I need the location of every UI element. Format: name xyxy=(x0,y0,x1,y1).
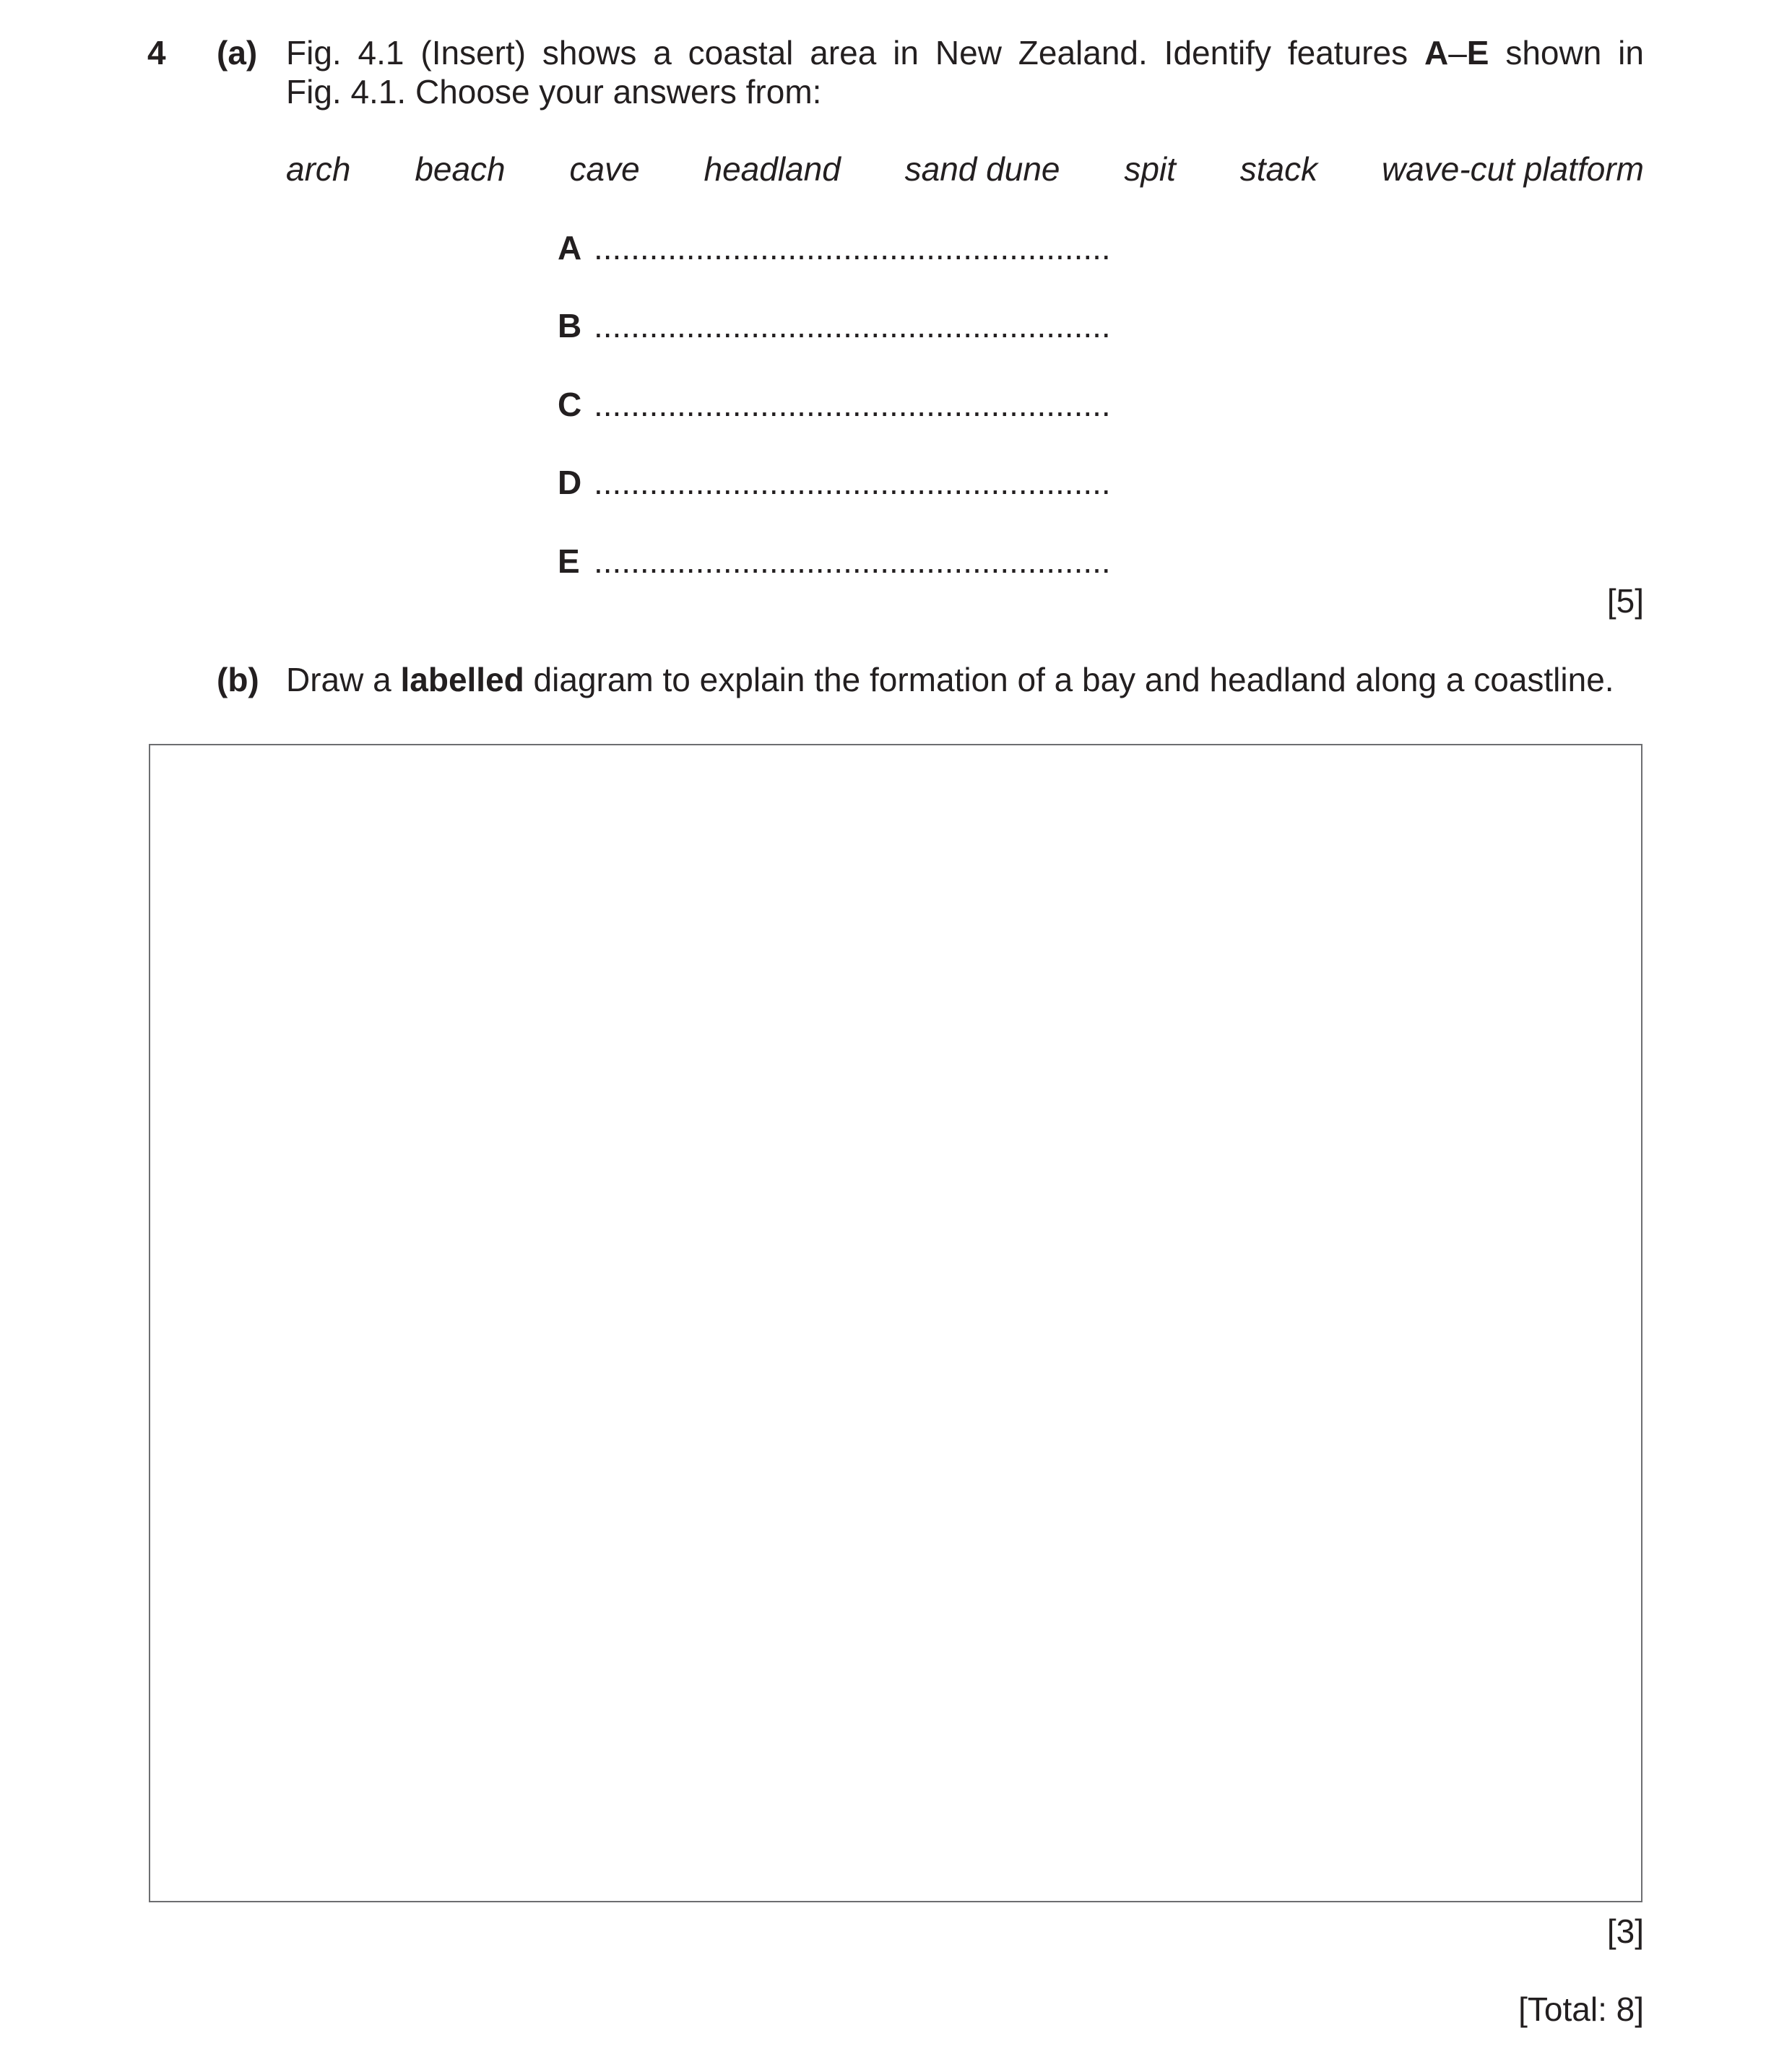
answer-letter: C xyxy=(558,386,582,423)
range-end: E xyxy=(1466,34,1489,72)
answer-letter: E xyxy=(558,542,580,580)
answer-line-d[interactable] xyxy=(558,463,1111,502)
question-number: 4 xyxy=(147,34,166,72)
part-a-label: (a) xyxy=(217,34,258,72)
part-b-emphasis: labelled xyxy=(400,661,524,698)
option-word: arch xyxy=(286,150,351,188)
answer-line-b[interactable] xyxy=(558,306,1111,345)
answer-dotted-line[interactable]: ........................................................ xyxy=(594,542,1111,580)
range-start: A xyxy=(1424,34,1449,72)
part-b-text-start: Draw a xyxy=(286,661,401,698)
part-a-line-1 xyxy=(286,33,1644,72)
answer-line-e[interactable] xyxy=(558,542,1111,581)
answer-letter: A xyxy=(558,229,582,266)
answer-line-a[interactable] xyxy=(558,228,1111,267)
option-word: headland xyxy=(704,150,841,188)
answer-letter: D xyxy=(558,464,582,501)
option-word: sand dune xyxy=(904,150,1060,188)
part-a-question-text xyxy=(286,33,1644,111)
answer-dotted-line[interactable]: ........................................................ xyxy=(594,229,1111,266)
answer-dotted-line[interactable]: ........................................................ xyxy=(594,386,1111,423)
option-word: wave-cut platform xyxy=(1381,150,1644,188)
answer-letter: B xyxy=(558,307,582,344)
answer-dotted-line[interactable]: ........................................................ xyxy=(594,464,1111,501)
part-a-line-1-end: shown in xyxy=(1489,34,1644,72)
total-marks: [Total: 8] xyxy=(1518,1990,1644,2028)
part-b-marks: [3] xyxy=(1606,1912,1644,1950)
part-a-line-1-text: Fig. 4.1 (Insert) shows a coastal area in New Zealand. Identify features xyxy=(286,34,1424,72)
part-a-marks: [5] xyxy=(1606,582,1644,620)
part-a-line-2: Fig. 4.1. Choose your answers from: xyxy=(286,73,822,110)
answer-line-c[interactable] xyxy=(558,385,1111,424)
option-word: spit xyxy=(1124,150,1176,188)
part-b-text-end: diagram to explain the formation of a bay and headland along a coastline. xyxy=(524,661,1614,698)
part-b-label: (b) xyxy=(217,661,259,698)
range-dash: – xyxy=(1448,34,1467,72)
diagram-answer-box[interactable] xyxy=(149,744,1642,1902)
option-word: beach xyxy=(415,150,506,188)
part-b-question-text xyxy=(286,660,1614,699)
option-word: stack xyxy=(1239,150,1318,188)
answer-options xyxy=(286,150,1644,188)
answer-dotted-line[interactable]: ........................................................ xyxy=(594,307,1111,344)
option-word: cave xyxy=(569,150,640,188)
